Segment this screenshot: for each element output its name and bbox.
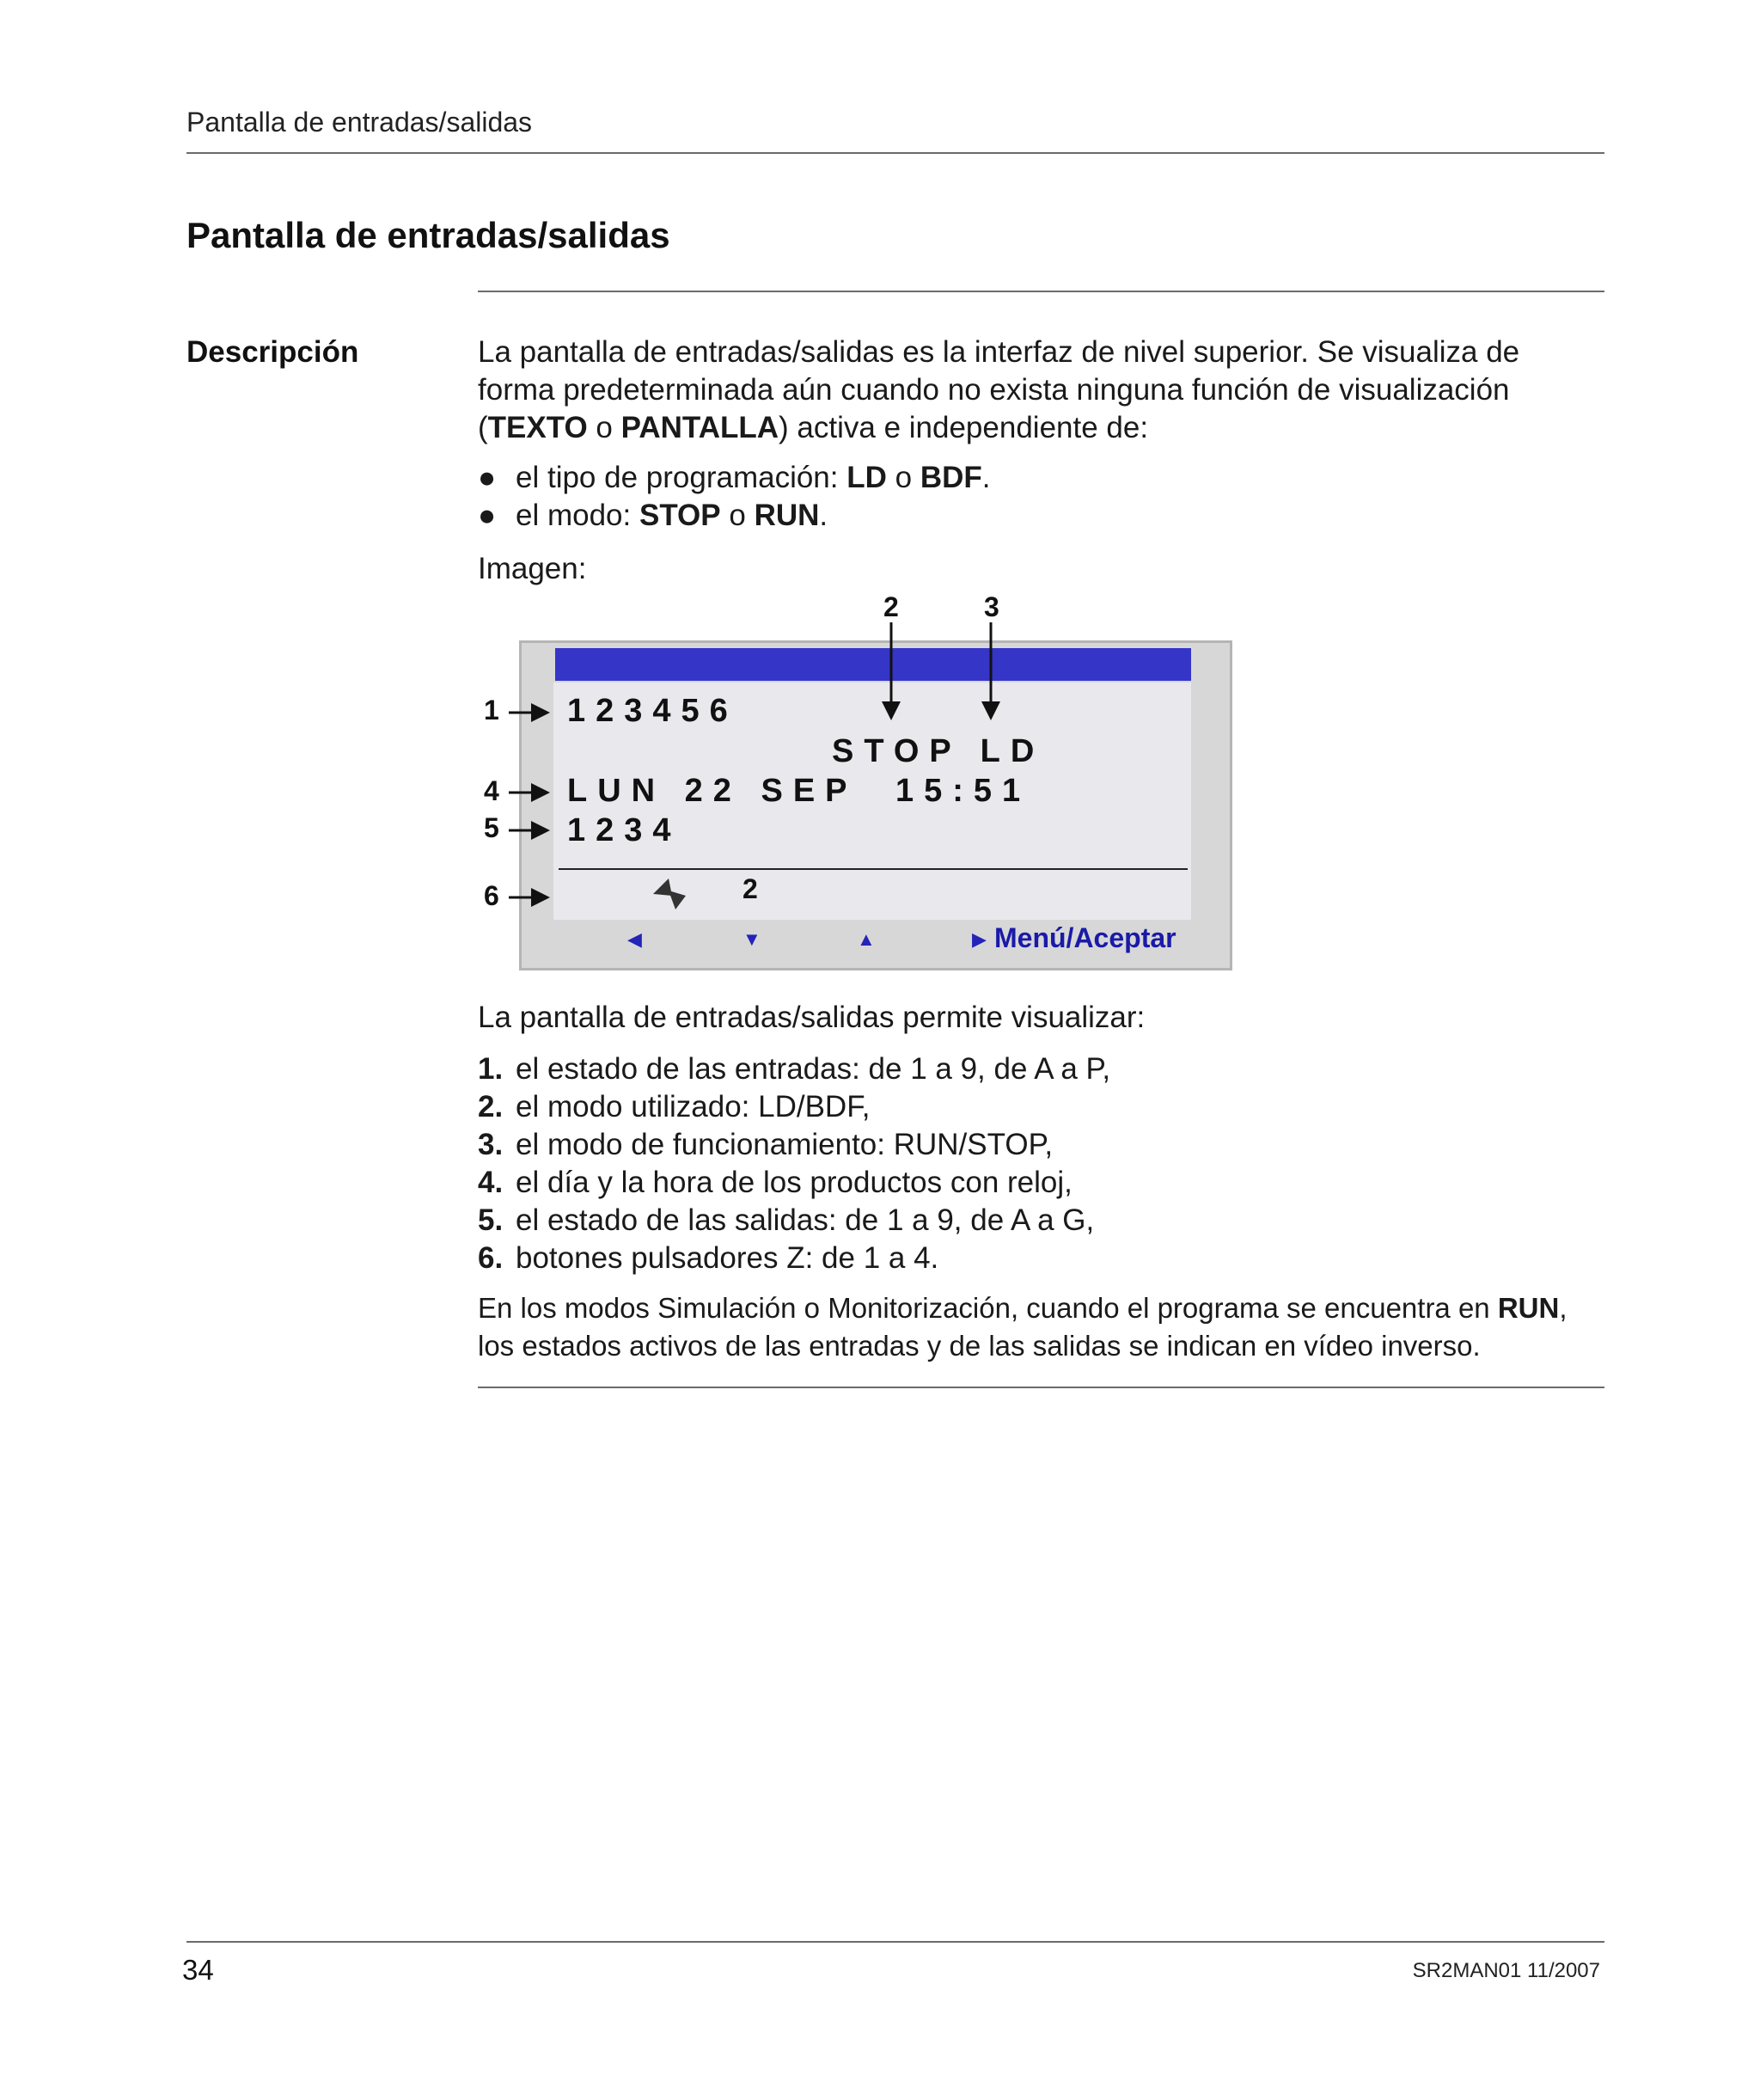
lcd-mode-row: STOP LD — [832, 733, 1045, 769]
callout-1: 1 — [484, 695, 499, 726]
lcd-inputs-row: 123456 — [567, 693, 738, 729]
callout-6: 6 — [484, 880, 499, 911]
list-item: 1. el estado de las entradas: de 1 a 9, de A a P, — [478, 1052, 1111, 1086]
bold-term: PANTALLA — [620, 411, 779, 444]
description-label: Descripción — [186, 335, 359, 369]
lcd-button-count: 2 — [742, 873, 758, 904]
list-item: 3. el modo de funcionamiento: RUN/STOP, — [478, 1128, 1054, 1161]
closing-line: los estados activos de las entradas y de las salidas se indican en vídeo inverso. — [478, 1330, 1481, 1362]
closing-line: En los modos Simulación o Monitorización, cuando el programa se encuentra en RUN, — [478, 1292, 1568, 1324]
numbered-list — [478, 1050, 1612, 1277]
list-item: ● el modo: STOP o RUN. — [478, 497, 1612, 535]
list-item: 5. el estado de las salidas: de 1 a 9, de A a G, — [478, 1203, 1095, 1237]
down-arrow-icon[interactable]: ▼ — [742, 928, 761, 950]
document-code: SR2MAN01 11/2007 — [1412, 1959, 1600, 1982]
menu-accept-button[interactable]: Menú/Aceptar — [994, 922, 1176, 953]
bullet-icon: ● — [478, 499, 497, 532]
running-header: Pantalla de entradas/salidas — [186, 107, 533, 138]
bold-term: TEXTO — [487, 411, 588, 444]
intro-line: La pantalla de entradas/salidas es la interfaz de nivel superior. Se visualiza de — [478, 335, 1520, 369]
up-arrow-icon[interactable]: ▲ — [857, 928, 876, 950]
closing-paragraph — [478, 1289, 1621, 1365]
list-item: 4. el día y la hora de los productos con reloj, — [478, 1166, 1072, 1199]
right-arrow-icon[interactable]: ▶ — [972, 928, 987, 950]
left-arrow-icon[interactable]: ◀ — [627, 928, 642, 950]
callout-3: 3 — [984, 591, 999, 622]
intro-line: (TEXTO o PANTALLA) activa e independiente de: — [478, 411, 1149, 444]
permite-text: La pantalla de entradas/salidas permite visualizar: — [478, 1001, 1146, 1034]
list-item: ● el tipo de programación: LD o BDF. — [478, 459, 1612, 497]
intro-line: forma predeterminada aún cuando no exista ninguna función de visualización — [478, 373, 1510, 407]
section-end-rule — [478, 1387, 1604, 1388]
image-label: Imagen: — [478, 552, 587, 585]
page-number: 34 — [182, 1954, 214, 1986]
lcd-date-row: LUN 22 SEP 15:51 — [567, 773, 1031, 809]
pushbutton-icon — [651, 875, 689, 911]
lcd-outputs-row: 1234 — [567, 812, 681, 848]
bullet-icon: ● — [478, 461, 497, 494]
callout-4: 4 — [484, 775, 499, 806]
list-item: 6. botones pulsadores Z: de 1 a 4. — [478, 1241, 939, 1275]
lcd-separator — [559, 868, 1188, 870]
callout-2: 2 — [883, 591, 899, 622]
callout-arrows — [0, 0, 1760, 1032]
footer-rule — [186, 1941, 1604, 1943]
list-item: 2. el modo utilizado: LD/BDF, — [478, 1090, 871, 1123]
page-title: Pantalla de entradas/salidas — [186, 215, 670, 255]
callout-5: 5 — [484, 812, 499, 843]
